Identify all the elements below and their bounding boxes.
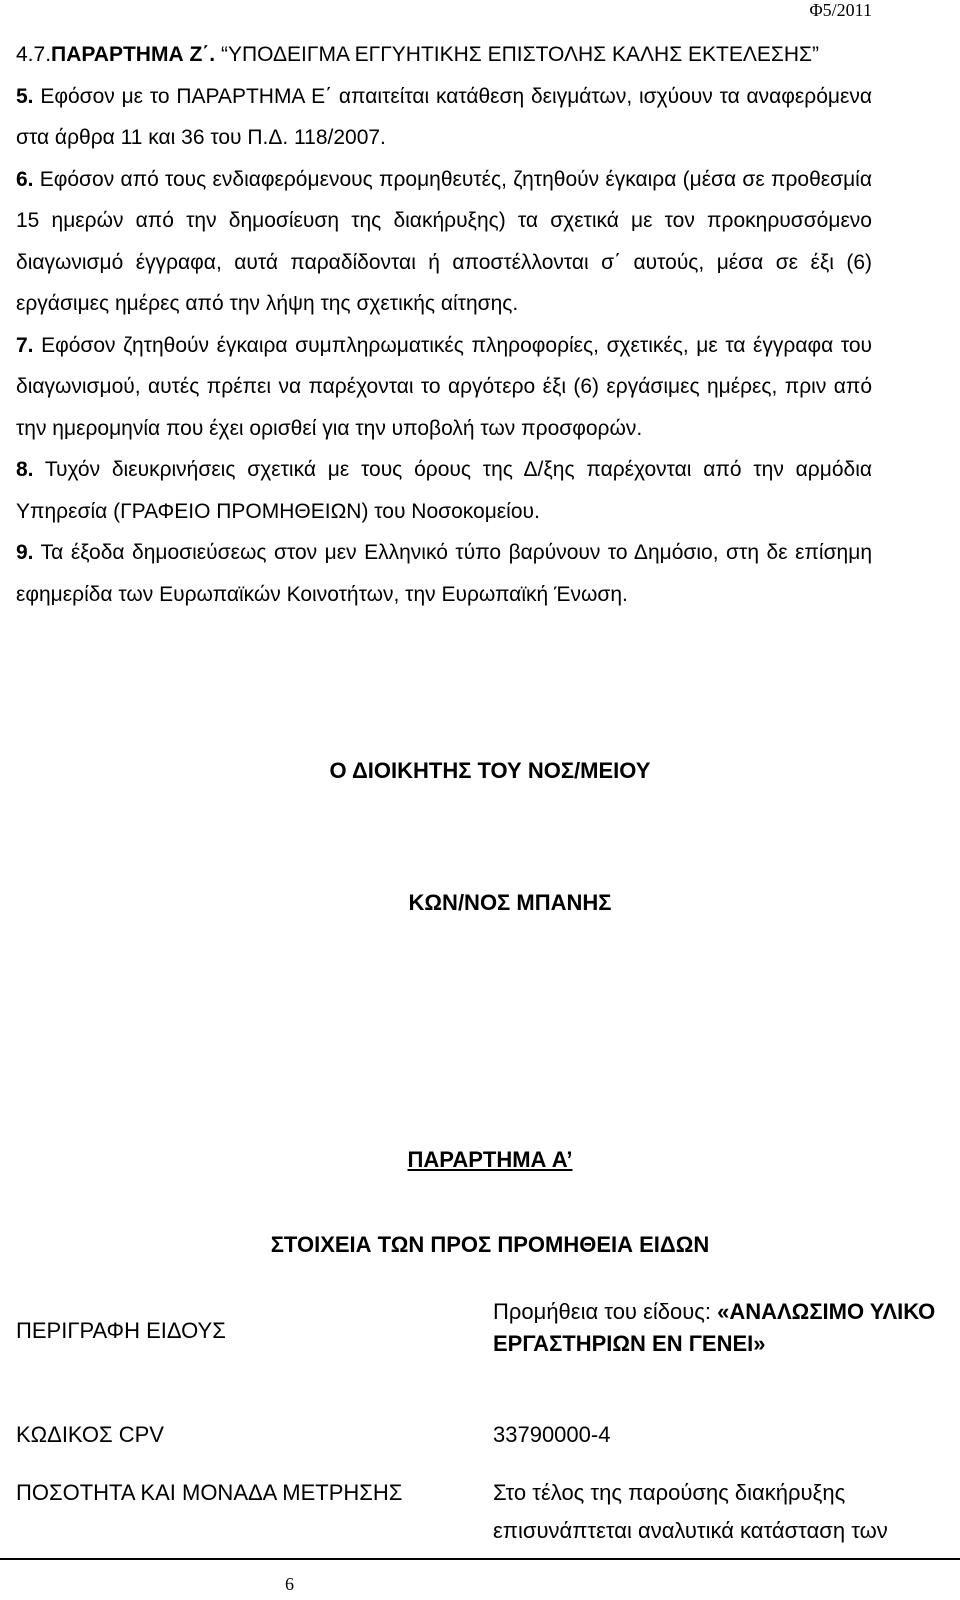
document-code: Φ5/2011 (809, 0, 872, 20)
annex-title: ΠΑΡΑΡΤΗΜΑ Α’ (407, 1147, 573, 1172)
paragraph-7 (16, 325, 872, 450)
signature-name: ΚΩΝ/ΝΟΣ ΜΠΑΝΗΣ (408, 890, 612, 915)
section-title-bold: ΠΑΡΑΡΤΗΜΑ Ζ΄. (51, 43, 216, 66)
paragraph-number: 6. (16, 167, 34, 191)
paragraph-number: 8. (16, 458, 34, 481)
section-heading (16, 34, 872, 76)
annex-subtitle: ΣΤΟΙΧΕΙΑ ΤΩΝ ΠΡΟΣ ΠΡΟΜΗΘΕΙΑ ΕΙΔΩΝ (270, 1232, 710, 1257)
paragraph-6 (16, 159, 872, 325)
paragraph-number: 7. (16, 333, 34, 357)
quantity-unit-value: Στο τέλος της παρούσης διακήρυξης επισυνάπτεται αναλυτικά κατάσταση των (493, 1480, 888, 1543)
item-description-prefix: Προμήθεια του είδους: (493, 1299, 718, 1324)
paragraph-5 (16, 76, 872, 159)
paragraph-text: Εφόσον ζητηθούν έγκαιρα συμπληρωματικές πληροφορίες, σχετικές, με τα έγγραφα του διαγωνισμού, αυτές πρέπει να παρέχονται το αργότερο έξι (6) εργάσιμες ημέρες, πριν από την ημερομηνία που έχει ορισθεί για την υποβολή των προσφορών. (16, 333, 872, 440)
section-title-rest: “ΥΠΟΔΕΙΓΜΑ ΕΓΓΥΗΤΙΚΗΣ ΕΠΙΣΤΟΛΗΣ ΚΑΛΗΣ ΕΚΤΕΛΕΣΗΣ” (215, 43, 820, 66)
page-number: 6 (285, 1574, 294, 1594)
paragraph-9 (16, 532, 872, 615)
paragraph-text: Τα έξοδα δημοσιεύσεως στον μεν Ελληνικό τύπο βαρύνουν το Δημόσιο, στη δε επίσημη εφημερίδα των Ευρωπαϊκών Κοινοτήτων, την Ευρωπαϊκή Ένωση. (16, 541, 872, 606)
paragraph-text: Τυχόν διευκρινήσεις σχετικά με τους όρους της Δ/ξης παρέχονται από την αρμόδια Υπηρεσία (ΓΡΑΦΕΙΟ ΠΡΟΜΗΘΕΙΩΝ) του Νοσοκομείου. (16, 458, 872, 523)
item-description-bold: «ΑΝΑΛΩΣΙΜΟ ΥΛΙΚΟ ΕΡΓΑΣΤΗΡΙΩΝ ΕΝ ΓΕΝΕΙ» (493, 1299, 936, 1356)
paragraph-text: Εφόσον με το ΠΑΡΑΡΤΗΜΑ Ε΄ απαιτείται κατάθεση δειγμάτων, ισχύουν τα αναφερόμενα στα άρθρα 11 και 36 του Π.Δ. 118/2007. (16, 84, 872, 149)
paragraph-text: Εφόσον από τους ενδιαφερόμενους προμηθευτές, ζητηθούν έγκαιρα (μέσα σε προθεσμία 15 ημερών από την δημοσίευση της διακήρυξης) τα σχετικά με τον προκηρυσσόμενο διαγωνισμό έγγραφα, αυτά παραδίδονται ή αποστέλλονται σ΄ αυτούς, μέσα σε έξι (6) εργάσιμες ημέρες από την λήψη της σχετικής αίτησης. (16, 167, 872, 315)
body-text (16, 34, 872, 615)
cpv-code-value: 33790000-4 (493, 1422, 611, 1447)
paragraph-number: 9. (16, 541, 34, 564)
footer-divider (0, 1558, 960, 1560)
item-description-label: ΠΕΡΙΓΡΑΦΗ ΕΙΔΟΥΣ (16, 1318, 226, 1343)
section-prefix: 4.7. (16, 43, 52, 66)
item-description-value (493, 1296, 953, 1360)
paragraph-8 (16, 449, 872, 532)
cpv-code-label: ΚΩΔΙΚΟΣ CPV (16, 1422, 164, 1447)
signature-title: Ο ΔΙΟΙΚΗΤΗΣ ΤΟΥ ΝΟΣ/ΜΕΙΟΥ (329, 758, 651, 783)
paragraph-number: 5. (16, 84, 34, 108)
quantity-unit-label: ΠΟΣΟΤΗΤΑ ΚΑΙ ΜΟΝΑΔΑ ΜΕΤΡΗΣΗΣ (16, 1480, 403, 1505)
